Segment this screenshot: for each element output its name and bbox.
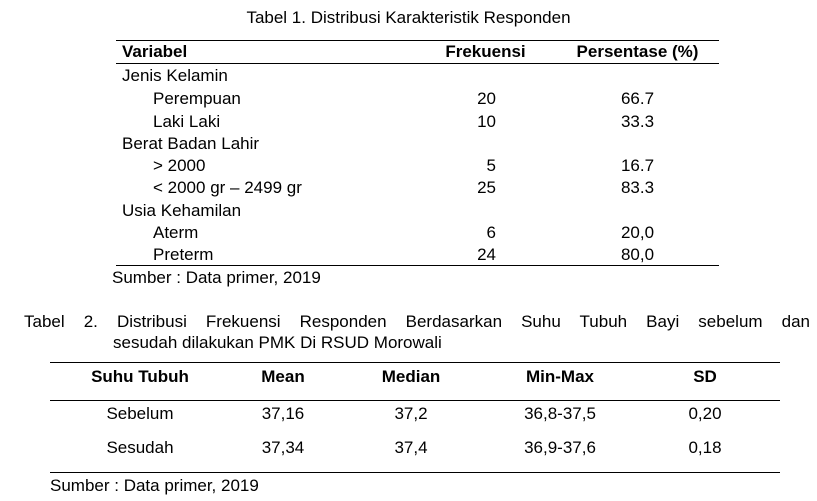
table1-row-freq: 25 xyxy=(477,178,496,197)
table-row xyxy=(116,111,719,133)
table2-header-median: Median xyxy=(381,367,441,386)
table-row xyxy=(116,222,719,244)
table2-cell-sd: 0,20 xyxy=(688,404,722,423)
table1-row-freq: 20 xyxy=(477,89,496,108)
table1-row-label: Preterm xyxy=(153,245,214,264)
table2-cell-min-max: 36,8-37,5 xyxy=(524,404,596,423)
table1-title: Tabel 1. Distribusi Karakteristik Responden xyxy=(246,8,571,27)
table2-title-line2: sesudah dilakukan PMK Di RSUD Morowali xyxy=(113,333,442,352)
table-row xyxy=(50,403,780,425)
table1-row-pct: 83.3 xyxy=(620,178,655,197)
table1-header-frekuensi: Frekuensi xyxy=(445,42,526,61)
table2-cell-label: Sebelum xyxy=(106,404,174,423)
table1-row-pct: 66.7 xyxy=(620,89,655,108)
table2-cell-mean: 37,34 xyxy=(261,438,305,457)
table1-header-row xyxy=(116,41,719,63)
table2-header-sd: SD xyxy=(693,367,717,386)
table2-cell-min-max: 36,9-37,6 xyxy=(524,438,596,457)
table1-bottom-rule xyxy=(116,265,719,266)
table2-bottom-rule xyxy=(50,472,780,473)
table1-header-variabel: Variabel xyxy=(122,42,188,61)
table2-header-mean: Mean xyxy=(261,367,305,386)
table1-header-rule xyxy=(116,63,719,64)
table2-source-note: Sumber : Data primer, 2019 xyxy=(50,476,259,495)
table1-row-label: Laki Laki xyxy=(153,112,221,131)
table1-row-pct: 20,0 xyxy=(620,223,655,242)
table2-cell-sd: 0,18 xyxy=(688,438,722,457)
table1-row-freq: 5 xyxy=(486,156,496,175)
table2-top-rule xyxy=(50,362,780,363)
table1-row-pct: 16.7 xyxy=(620,156,655,175)
table2-title xyxy=(24,311,810,353)
table1-header-persentase: Persentase (%) xyxy=(576,42,699,61)
table1-group-label: Jenis Kelamin xyxy=(122,66,228,85)
table1-row-freq: 6 xyxy=(486,223,496,242)
table2-cell-median: 37,2 xyxy=(394,404,428,423)
table-row xyxy=(116,244,719,266)
table2-cell-mean: 37,16 xyxy=(261,404,305,423)
table2-header-row xyxy=(50,366,780,388)
table2-header-rule xyxy=(50,400,780,401)
table-row xyxy=(116,177,719,199)
table2-title-line1: Tabel 2. Distribusi Frekuensi Responden Berdasarkan Suhu Tubuh Bayi sebelum dan xyxy=(24,312,810,331)
table1-group-label: Usia Kehamilan xyxy=(122,201,242,220)
table1-group-label: Berat Badan Lahir xyxy=(122,134,260,153)
table1-row-freq: 24 xyxy=(477,245,496,264)
table2-cell-median: 37,4 xyxy=(394,438,428,457)
table2-header-suhu-tubuh: Suhu Tubuh xyxy=(91,367,189,386)
table-row xyxy=(50,437,780,459)
table2-cell-label: Sesudah xyxy=(106,438,174,457)
table-row xyxy=(116,200,719,222)
table1-source-note: Sumber : Data primer, 2019 xyxy=(112,268,321,287)
table1-row-pct: 33.3 xyxy=(620,112,655,131)
table1-row-label: Aterm xyxy=(153,223,199,242)
table1-row-pct: 80,0 xyxy=(620,245,655,264)
table-row xyxy=(116,155,719,177)
table-row xyxy=(116,133,719,155)
table2-header-min-max: Min-Max xyxy=(526,367,594,386)
table1-row-label: > 2000 xyxy=(153,156,206,175)
table1-row-label: < 2000 gr – 2499 gr xyxy=(153,178,302,197)
table-row xyxy=(116,88,719,110)
table1-row-freq: 10 xyxy=(477,112,496,131)
table1-row-label: Perempuan xyxy=(153,89,241,108)
table-row xyxy=(116,65,719,87)
